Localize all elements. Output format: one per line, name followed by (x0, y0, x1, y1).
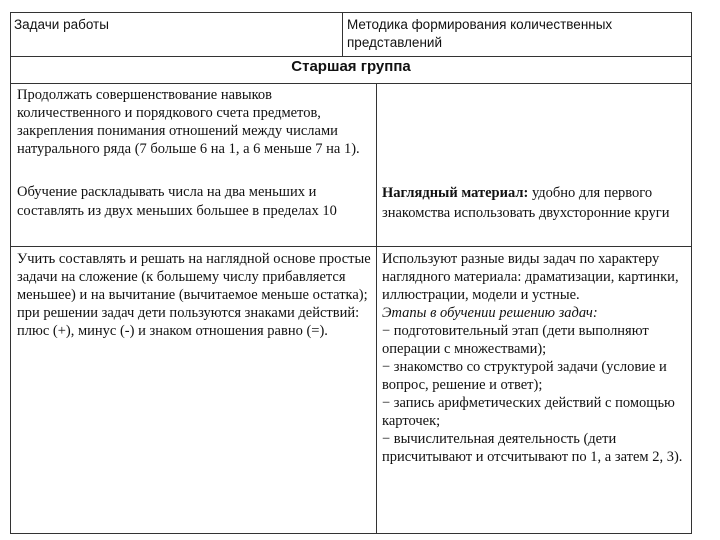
task-types-text: Используют разные виды задач по характеру наглядного материала: драматизации, картинки, иллюстрации, модели и устные. (382, 251, 679, 303)
group-title: Старшая группа (291, 58, 411, 75)
stage-item: − знакомство со структурой задачи (условие и вопрос, решение и ответ); (382, 359, 667, 393)
stage-item: − запись арифметических действий с помощью карточек; (382, 395, 675, 429)
visual-material-label: Наглядный материал: (382, 185, 529, 201)
row1-left-text-a: Продолжать совершенствование навыков количественного и порядкового счета предметов, закрепления понимания отношений между числами натурального ряда (7 больше 6 на 1, а 6 меньше 7 на 1). (17, 87, 360, 157)
header-col2: Методика формирования количественных представлений (347, 17, 613, 50)
group-divider (10, 83, 692, 84)
header-divider (10, 56, 692, 57)
stages-title: Этапы в обучении решению задач: (382, 305, 598, 321)
visual-material-text: удобно для первого знакомства использовать двухсторонние круги (382, 185, 670, 221)
stage-item: − вычислительная деятельность (дети присчитывают и отсчитывают по 1, а затем 2, 3). (382, 431, 683, 465)
row-divider (10, 246, 692, 247)
row1-right-text (382, 183, 682, 223)
row2-right-block (382, 250, 686, 466)
header-column-divider (342, 12, 343, 56)
row2-column-divider (376, 246, 377, 534)
row1-column-divider (376, 84, 377, 246)
stage-item: − подготовительный этап (дети выполняют операции с множествами); (382, 323, 649, 357)
row1-left-text-b: Обучение раскладывать числа на два меньших и составлять из двух меньших большее в пределах 10 (17, 184, 337, 219)
header-col1: Задачи работы (14, 17, 109, 32)
row2-left-text: Учить составлять и решать на наглядной основе простые задачи на сложение (к большему числу прибавляется меньшее) и на вычитание (вычитаемое меньше остатка); при решении задач дети пользуются знаками действий: плюс (+), минус (-) и знаком отношения равно (=). (17, 251, 371, 339)
